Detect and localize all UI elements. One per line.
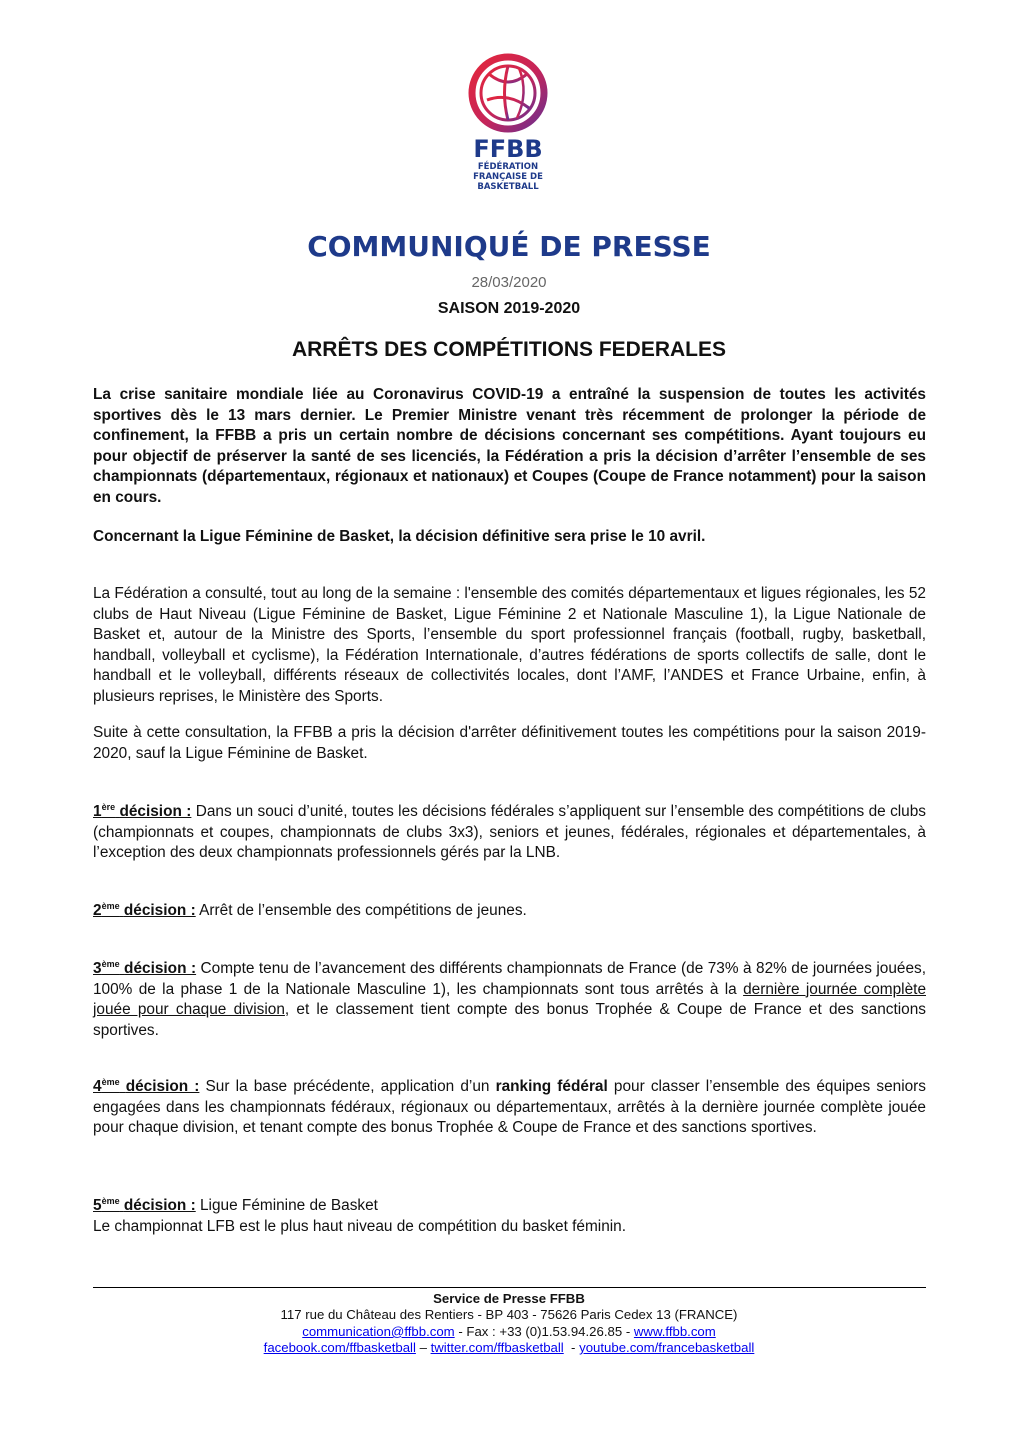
intro-paragraph: La crise sanitaire mondiale liée au Coronavirus COVID-19 a entraîné la suspension de toutes les activités sportives dès le 13 mars dernier. Le Premier Ministre venant très récemment de prolonger la période de confinement, la FFBB a pris un certain nombre de décisions concernant ses compétitions. Ayant toujours eu pour objectif de préserver la santé de ses licenciés, la Fédération a pris la décision d’arrêter l’ensemble de ses championnats (départementaux, régionaux et nationaux) et Coupes (Coupe de France notamment) pour la saison en cours.	[93, 386, 926, 506]
consultation-paragraph: La Fédération a consulté, tout au long de la semaine : l'ensemble des comités départementaux et ligues régionales, les 52 clubs de Haut Niveau (Ligue Féminine de Basket, Ligue Féminine 2 et Nationale Masculine 1), la Ligue Nationale de Basket et, autour de la Ministre des Sports, l’ensemble du sport professionnel français (football, rugby, basketball, handball, volleyball et cyclisme), la Fédération Internationale, d’autres fédérations de sports collectifs de salle, dont le handball et le volleyball, différents réseaux de collectivités locales, dont l’AMF, l’ANDES et France Urbaine, enfin, à plusieurs reprises, le Ministère des Sports.	[93, 585, 926, 705]
footer-title: Service de Presse FFBB	[433, 1291, 585, 1306]
lfb-note: Concernant la Ligue Féminine de Basket, la décision définitive sera prise le 10 avril.	[93, 528, 706, 545]
separator: -	[563, 1340, 580, 1356]
decision-3-text-a: Compte tenu de l’avancement des différents championnats de France (de 73% à 82% de journées jouées, 100% de la phase 1 de la Nationale Masculine 1), les championnats sont tous arrêtés à la	[93, 960, 926, 998]
season-label: SAISON 2019-2020	[437, 300, 581, 317]
decision-4	[93, 1077, 926, 1139]
decision-1-text: Dans un souci d’unité, toutes les décisions fédérales s’appliquent sur l’ensemble des compétitions de clubs (championnats et coupes, championnats de clubs 3x3), seniors et jeunes, fédérales, régionales et départementales, à l’exception des deux championnats professionnels gérés par la LNB.	[93, 803, 926, 862]
decision-3	[93, 959, 926, 1041]
decision-5-label: 5ème décision :	[93, 1195, 196, 1214]
website-link[interactable]: www.ffbb.com	[633, 1323, 716, 1339]
decision-1	[93, 802, 926, 864]
decision-5-text: Ligue Féminine de Basket	[195, 1197, 378, 1214]
fax-text: - Fax : +33 (0)1.53.94.26.85 -	[454, 1323, 634, 1339]
decision-2-label: 2ème décision :	[93, 900, 196, 919]
decision-4-text-a: Sur la base précédente, application d’un	[199, 1078, 496, 1095]
decision-4-bold: ranking fédéral	[495, 1078, 608, 1095]
decision-2-text: Arrêt de l’ensemble des compétitions de jeunes.	[195, 902, 527, 919]
email-link[interactable]: communication@ffbb.com	[302, 1323, 455, 1339]
footer-social-line	[0, 1340, 1018, 1356]
decision-4-text-b: pour classer l’ensemble des équipes seniors engagées dans les championnats fédéraux, régionaux ou départementaux, arrêtés à la dernière journée complète jouée pour chaque division, et tenant compte des bonus Trophée & Coupe de France et des sanctions sportives.	[93, 1078, 926, 1137]
footer-divider	[93, 1287, 926, 1288]
decision-5	[93, 1196, 926, 1237]
ffbb-logo	[467, 52, 549, 192]
decision-4-label: 4ème décision :	[93, 1076, 200, 1095]
basketball-ring-icon	[467, 52, 549, 134]
logo-abbreviation: FFBB	[473, 135, 543, 163]
document-title: COMMUNIQUÉ DE PRESSE	[307, 230, 711, 263]
main-heading: ARRÊTS DES COMPÉTITIONS FEDERALES	[291, 338, 727, 361]
logo-subtitle: FÉDÉRATION FRANÇAISE DE BASKETBALL	[473, 162, 543, 192]
decision-2	[93, 901, 926, 922]
footer-contact-line	[0, 1324, 1018, 1340]
decision-5-line2: Le championnat LFB est le plus haut niveau de compétition du basket féminin.	[93, 1217, 627, 1235]
footer-address: 117 rue du Château des Rentiers - BP 403 - 75626 Paris Cedex 13 (FRANCE)	[280, 1307, 738, 1323]
youtube-link[interactable]: youtube.com/francebasketball	[579, 1340, 755, 1356]
decision-3-label: 3ème décision :	[93, 958, 197, 977]
decision-1-label: 1ère décision :	[93, 801, 192, 820]
result-paragraph: Suite à cette consultation, la FFBB a pris la décision d'arrêter définitivement toutes les compétitions pour la saison 2019-2020, sauf la Ligue Féminine de Basket.	[93, 724, 926, 762]
document-date: 28/03/2020	[471, 274, 547, 291]
decision-3-underlined: dernière journée complète jouée pour chaque division	[93, 980, 926, 1019]
facebook-link[interactable]: facebook.com/ffbasketball	[263, 1340, 416, 1356]
decision-3-text-b: , et le classement tient compte des bonus Trophée & Coupe de France et des sanctions sportives.	[93, 1001, 926, 1039]
twitter-link[interactable]: twitter.com/ffbasketball	[430, 1340, 564, 1356]
separator: –	[415, 1340, 431, 1356]
footer	[0, 1291, 1018, 1357]
